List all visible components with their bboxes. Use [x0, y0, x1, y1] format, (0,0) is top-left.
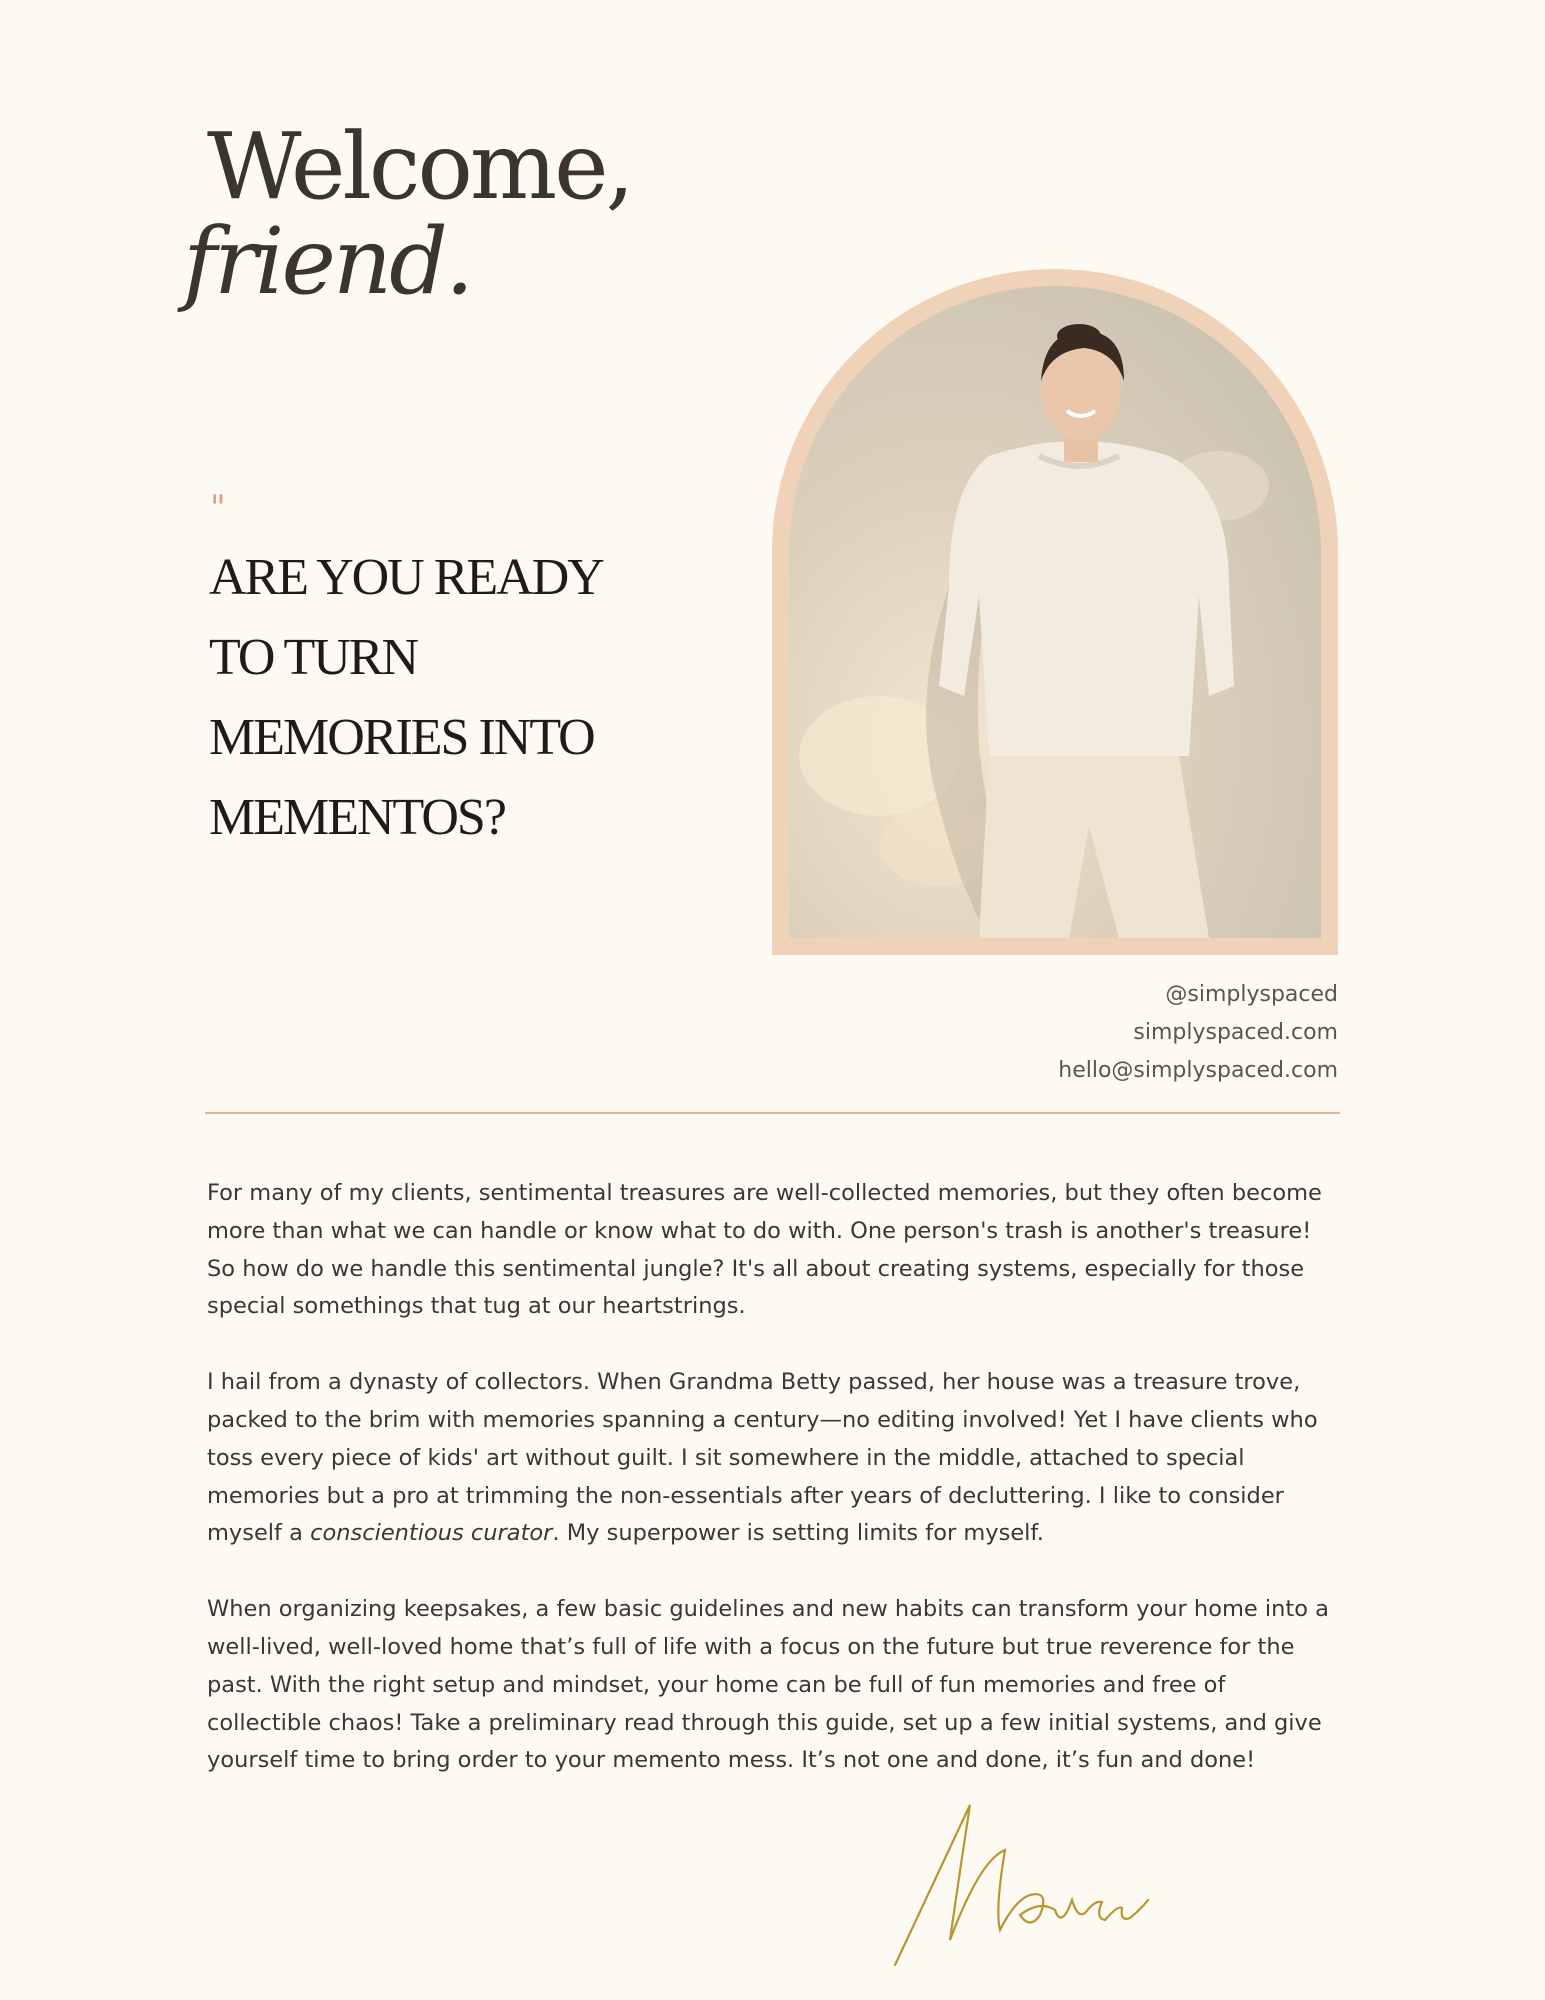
paragraph: For many of my clients, sentimental treasures are well-collected memories, but they often become more than what we can handle or know what to do with. One person's trash is another's treasure! So how do we handle this sentimental jungle? It's all about creating systems, especially for those special somethings that tug at our heartstrings. — [207, 1180, 1322, 1320]
website-text: simplyspaced.com — [1133, 1020, 1338, 1045]
signature-graphic — [890, 1800, 1150, 1970]
instagram-handle: @simplyspaced — [1165, 982, 1338, 1007]
emphasis-text: conscientious curator — [310, 1520, 553, 1547]
arch-photo-frame — [772, 269, 1338, 955]
welcome-heading-line1: Welcome, — [207, 113, 632, 220]
welcome-heading-line2: friend. — [183, 208, 472, 315]
welcome-heading — [183, 113, 632, 315]
quote-mark: " — [210, 488, 226, 528]
body-text — [207, 1175, 1342, 1818]
divider-line — [205, 1112, 1340, 1114]
pull-quote-line: TO TURN — [209, 629, 417, 686]
paragraph-text: I hail from a dynasty of collectors. When Grandma Betty passed, her house was a treasure trove, packed to the brim with memories spanning a century—no editing involved! Yet I have clients who toss every piece of kids' art without guilt. I sit somewhere in the middle, attached to special memories but a pro at trimming the non-essentials after years of decluttering. I like to consider myself a — [207, 1369, 1318, 1547]
portrait-photo — [789, 286, 1321, 938]
paragraph: When organizing keepsakes, a few basic guidelines and new habits can transform your home into a well-lived, well-loved home that’s full of life with a focus on the future but true reverence for the past. With the right setup and mindset, your home can be full of fun memories and free of collectible chaos! Take a preliminary read through this guide, set up a few initial systems, and give yourself time to bring order to your memento mess. It’s not one and done, it’s fun and done! — [207, 1596, 1329, 1774]
pull-quote-line: ARE YOU READY — [209, 549, 603, 606]
email-text: hello@simplyspaced.com — [1058, 1058, 1338, 1083]
pull-quote — [209, 538, 649, 858]
pull-quote-line: MEMORIES INTO — [209, 709, 594, 766]
signature — [890, 1800, 1150, 1970]
pull-quote-line: MEMENTOS? — [209, 789, 505, 846]
paragraph — [207, 1364, 1342, 1553]
contact-info — [1058, 976, 1338, 1090]
paragraph-text: . My superpower is setting limits for myself. — [552, 1520, 1044, 1547]
